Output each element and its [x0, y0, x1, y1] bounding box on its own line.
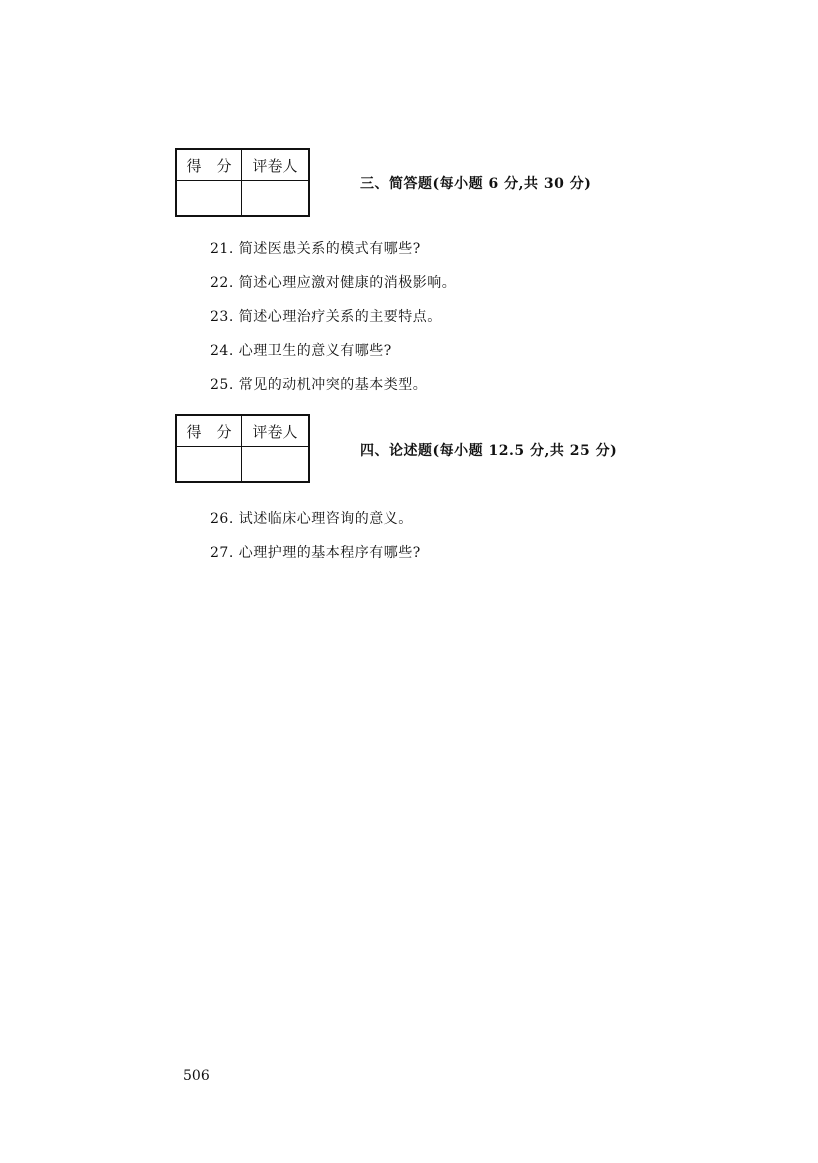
question-25: 25. 常见的动机冲突的基本类型。 [210, 377, 428, 393]
page-number: 506 [183, 1068, 210, 1084]
question-22: 22. 简述心理应激对健康的消极影响。 [210, 275, 457, 291]
grader-cell [242, 447, 310, 483]
grader-label: 评卷人 [242, 415, 310, 447]
section-4-title: 四、论述题(每小题 12.5 分,共 25 分) [360, 443, 618, 459]
question-21: 21. 简述医患关系的模式有哪些? [210, 241, 421, 257]
score-table-section-3 [175, 148, 310, 217]
question-26: 26. 试述临床心理咨询的意义。 [210, 511, 413, 527]
question-23: 23. 简述心理治疗关系的主要特点。 [210, 309, 442, 325]
section-3-title: 三、简答题(每小题 6 分,共 30 分) [360, 176, 592, 192]
question-24: 24. 心理卫生的意义有哪些? [210, 343, 392, 359]
score-table-section-4 [175, 414, 310, 483]
score-cell [176, 181, 242, 217]
score-label: 得 分 [176, 149, 242, 181]
score-cell [176, 447, 242, 483]
grader-label: 评卷人 [242, 149, 310, 181]
grader-cell [242, 181, 310, 217]
question-27: 27. 心理护理的基本程序有哪些? [210, 545, 421, 561]
score-label: 得 分 [176, 415, 242, 447]
